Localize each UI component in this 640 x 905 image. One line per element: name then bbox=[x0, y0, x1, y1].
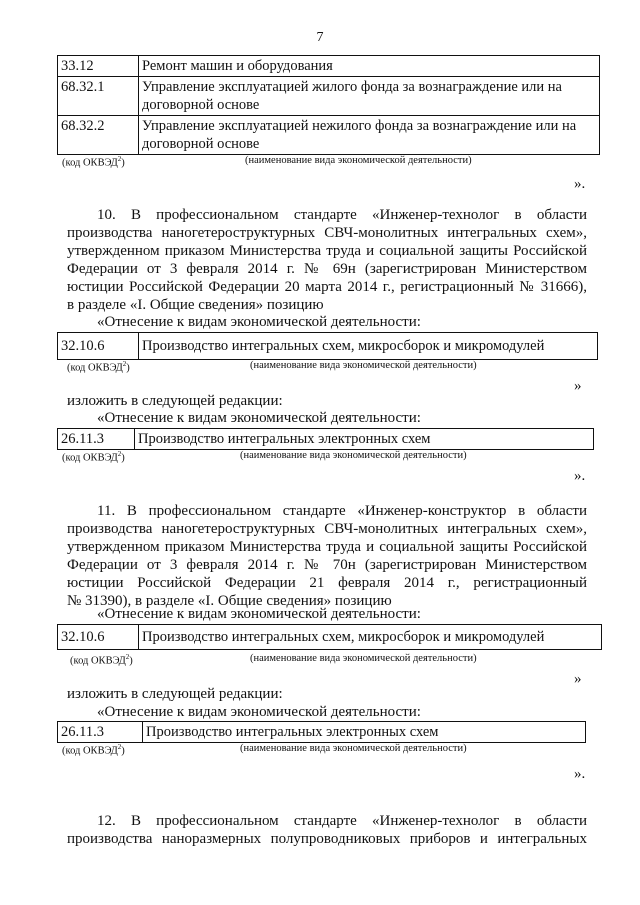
close-quote: » bbox=[574, 671, 582, 687]
quote-label: «Отнесение к видам экономической деятельности: bbox=[97, 704, 421, 720]
okved-name: Производство интегральных электронных схем bbox=[143, 722, 586, 743]
replace-text: изложить в следующей редакции: bbox=[67, 686, 283, 702]
okved-table-top bbox=[57, 55, 600, 155]
table-row bbox=[58, 625, 602, 650]
caption-name: (наименование вида экономической деятельности) bbox=[245, 155, 472, 166]
quote-label: «Отнесение к видам экономической деятельности: bbox=[97, 410, 421, 426]
page-number: 7 bbox=[316, 30, 324, 45]
okved-code: 68.32.1 bbox=[58, 77, 139, 116]
caption-code: (код ОКВЭД$^2$) bbox=[70, 653, 133, 667]
okved-code: 33.12 bbox=[58, 56, 139, 77]
caption-name: (наименование вида экономической деятельности) bbox=[240, 743, 467, 754]
close-quote: ». bbox=[574, 176, 586, 192]
caption-code: (код ОКВЭД$^2$) bbox=[67, 360, 130, 374]
close-quote: ». bbox=[574, 468, 586, 484]
table-row bbox=[58, 429, 594, 450]
section-10-paragraph: 10. В профессиональном стандарте «Инженер-технолог в области производства наногетероструктурных СВЧ-монолитных интегральных схем», утвержденном приказом Министерства труда и социальной защиты Российской Федерации от 3 февраля 2014 г. № 69н (зарегистрирован Министерством юстиции Российской Федерации 20 марта 2014 г., регистрационный № 31666), в разделе «I. Общие сведения» позицию bbox=[67, 207, 587, 313]
table-row bbox=[58, 116, 600, 155]
section-12-paragraph: 12. В профессиональном стандарте «Инженер-технолог в области производства наноразмерных полупроводниковых приборов и интегральных bbox=[67, 813, 587, 847]
replace-text: изложить в следующей редакции: bbox=[67, 393, 283, 409]
okved-table-new bbox=[57, 721, 586, 743]
close-quote: ». bbox=[574, 766, 586, 782]
okved-code: 26.11.3 bbox=[58, 429, 135, 450]
table-row bbox=[58, 56, 600, 77]
okved-code: 32.10.6 bbox=[58, 625, 139, 650]
caption-code: (код ОКВЭД$^2$) bbox=[62, 155, 125, 169]
okved-table-new bbox=[57, 428, 594, 450]
caption-code: (код ОКВЭД$^2$) bbox=[62, 450, 125, 464]
okved-code: 32.10.6 bbox=[58, 333, 139, 360]
section-11-paragraph: 11. В профессиональном стандарте «Инженер-конструктор в области производства наногетероструктурных СВЧ-монолитных интегральных схем», утвержденном приказом Министерства труда и социальной защиты Российской Федерации от 3 февраля 2014 г. № 70н (зарегистрирован Министерством юстиции Российской Федерации 21 февраля 2014 г., регистрационный № 31390), в разделе «I. Общие сведения» позицию bbox=[67, 503, 587, 609]
quote-label: «Отнесение к видам экономической деятельности: bbox=[97, 606, 421, 622]
okved-table-old bbox=[57, 624, 602, 650]
okved-name: Управление эксплуатацией жилого фонда за вознаграждение или на договорной основе bbox=[139, 77, 600, 116]
okved-code: 68.32.2 bbox=[58, 116, 139, 155]
okved-name: Ремонт машин и оборудования bbox=[139, 56, 600, 77]
okved-table-old bbox=[57, 332, 598, 360]
table-row bbox=[58, 77, 600, 116]
okved-name: Производство интегральных электронных схем bbox=[135, 429, 594, 450]
caption-name: (наименование вида экономической деятельности) bbox=[240, 450, 467, 461]
okved-name: Производство интегральных схем, микросборок и микромодулей bbox=[139, 625, 602, 650]
caption-code: (код ОКВЭД$^2$) bbox=[62, 743, 125, 757]
close-quote: » bbox=[574, 378, 582, 394]
okved-code: 26.11.3 bbox=[58, 722, 143, 743]
okved-name: Производство интегральных схем, микросборок и микромодулей bbox=[139, 333, 598, 360]
caption-name: (наименование вида экономической деятельности) bbox=[250, 653, 477, 664]
table-row bbox=[58, 333, 598, 360]
caption-name: (наименование вида экономической деятельности) bbox=[250, 360, 477, 371]
okved-name: Управление эксплуатацией нежилого фонда за вознаграждение или на договорной основе bbox=[139, 116, 600, 155]
quote-label: «Отнесение к видам экономической деятельности: bbox=[97, 314, 421, 330]
table-row bbox=[58, 722, 586, 743]
